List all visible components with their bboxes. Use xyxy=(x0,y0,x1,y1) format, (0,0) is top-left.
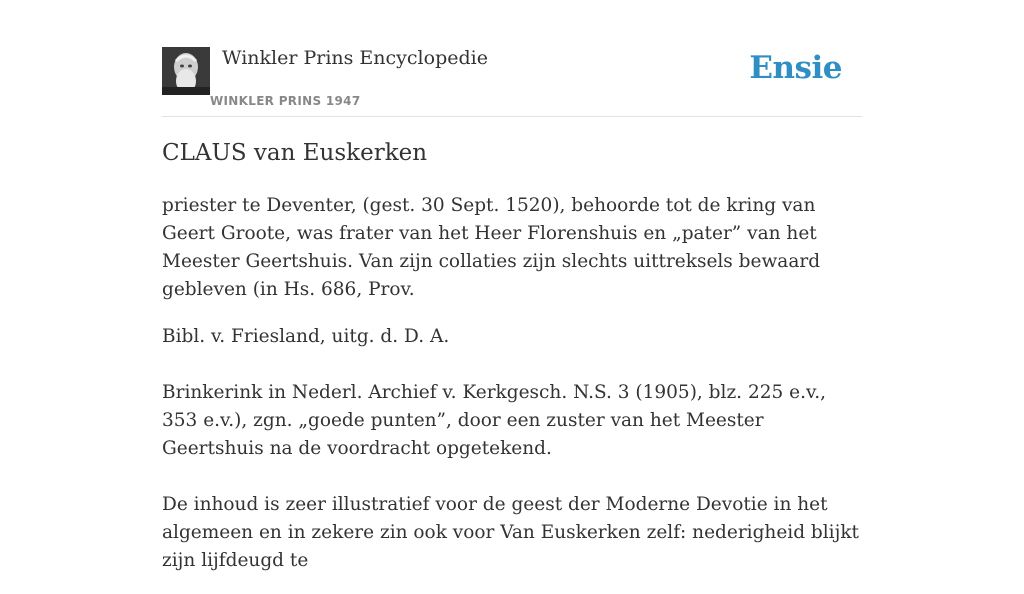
site-title[interactable]: Winkler Prins Encyclopedie xyxy=(222,47,488,69)
article-paragraph: Bibl. v. Friesland, uitg. d. D. A. xyxy=(162,326,450,347)
portrait-image xyxy=(162,47,210,95)
article-title: CLAUS van Euskerken xyxy=(162,140,428,166)
source-label[interactable]: WINKLER PRINS 1947 xyxy=(210,94,361,108)
article-paragraph: De inhoud is zeer illustratief voor de geest der Moderne Devotie in het algemeen en in zekere zin ook voor Van Euskerken zelf: nederigheid blijkt zijn lijfdeugd te xyxy=(162,494,859,571)
brand-logo[interactable]: Ensie xyxy=(749,50,842,86)
article-paragraph: priester te Deventer, (gest. 30 Sept. 1520), behoorde tot de kring van Geert Groote, was frater van het Heer Florenshuis en „pater” van het Meester Geertshuis. Van zijn collaties zijn slechts uittreksels bewaard gebleven (in Hs. 686, Prov. xyxy=(162,195,821,300)
article-body xyxy=(162,192,862,594)
article-paragraph: Brinkerink in Nederl. Archief v. Kerkgesch. N.S. 3 (1905), blz. 225 e.v., 353 e.v.), zgn. „goede punten”, door een zuster van het Meester Geertshuis na de voordracht opgetekend. xyxy=(162,382,826,459)
site-header xyxy=(162,44,862,117)
author-avatar[interactable] xyxy=(162,47,210,95)
